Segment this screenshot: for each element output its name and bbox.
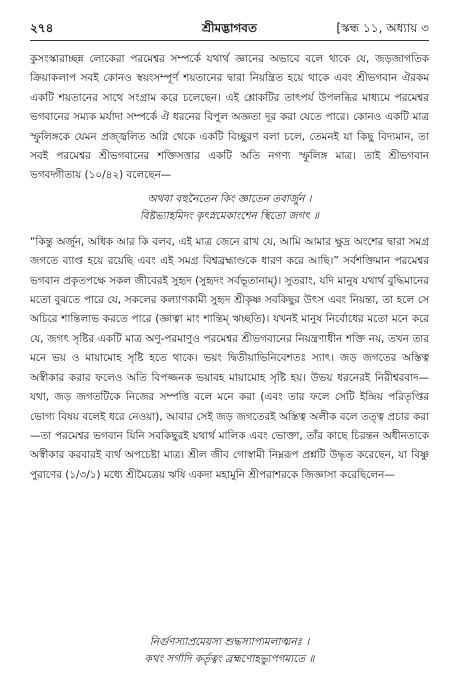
verse-line: নির্গুণস্যাপ্রমেয়স্য শুদ্ধস্যাপ্যমলাত্মনঃ । <box>149 636 310 648</box>
page-header <box>30 20 429 40</box>
verse-line: অথবা বহুনৈতেন কিং জ্ঞাতেন তবার্জুন । <box>147 192 312 205</box>
verse-line: কথং সর্গাদি কর্তৃত্বং ব্রহ্মণোহভ্যুপগম্যতে ॥ <box>144 653 315 665</box>
page-number: ২৭৪ <box>30 21 54 35</box>
closing-verse <box>30 634 429 668</box>
purport-paragraph-2: “কিন্তু অর্জুন, অধিক আর কি বলব, এই মাত্র জেনে রাখ যে, আমি আমার ক্ষুদ্র অংশের দ্বারা সমগ্র জগতে ব্যাপ্ত হয়ে রয়েছি এবং এই সমগ্র বিশ্বব্রহ্মাণ্ডকে ধারণ করে আছি।” সর্বশক্তিমান পরমেশ্বর ভগবান প্রকৃতপক্ষে সকল জীবেরই সুহৃদ (সুহৃদং সর্বভূতানাম্)। সুতরাং, যদি মানুষ যথার্থ বুদ্ধিমানের মতো বুঝতে পারে যে, সকলের কল্যাণকামী সুহৃদ শ্রীকৃষ্ণ সবকিছুর উৎস এবং নিয়ন্তা, তা হলে সে অচিরে শান্তিলাভ করতে পারে (জ্ঞাত্বা মাং শান্তিম্ ঋচ্ছতি)। যখনই মানুষ নির্বোধের মতো মনে করে যে, জগৎ সৃষ্টির একটি মাত্র অণু-পরমাণুও পরমেশ্বর শ্রীভগবানের নিয়ন্ত্রণাধীন শক্তি নয়, তখন তার মনে ভয় ও মায়ামোহ সৃষ্টি হতে থাকে। ভয়ং দ্বিতীয়াভিনিবেশতঃ স্যাৎ। জড় জগতের অস্তিত্ব অস্বীকার করার ফলেও অতি বিপজ্জনক ভয়াবহ মায়ামোহ সৃষ্টি হয়। উভয় ধরনেরই নিরীশ্বরবাদ—যথা, জড় জগতটিকে নিজের সম্পত্তি বলে মনে করা (এবং তার ফলে সেটি ইন্দ্রিয় পরিতৃপ্তির ভোগ্য বিষয় বলেই ধরে নেওয়া), আবার সেই জড় জগতেরই অস্তিত্ব অলীক বলে তত্ত্ব প্রচার করা—তা পরমেশ্বর ভগবান যিনি সবকিছুরই যথার্থ মালিক এবং ভোক্তা, তাঁর কাছে চিরন্তন অধীনতাকে অস্বীকার করবারই ব্যর্থ অপচেষ্টা মাত্র। শ্রীল জীব গোস্বামী নিম্নরূপ প্রশ্নটি উদ্ধৃত করেছেন, যা বিষ্ণু পুরাণের (১/৩/১) মধ্যে শ্রীমৈত্রেয় ঋষি একদা মহামুনি শ্রীপরাশরকে জিজ্ঞাসা করেছিলেন— <box>30 235 429 481</box>
verse-line: বিষ্টভ্যাহমিদং কৃৎস্নমেকাংশেন স্থিতো জগৎ ॥ <box>139 209 320 222</box>
header-divider <box>30 40 429 41</box>
purport-paragraph-1: কুসংস্কারাচ্ছন্ন লোকেরা পরমেশ্বর সম্পর্কে যথার্থ জ্ঞানের অভাবে বলে থাকে যে, জড়জাগতিক ক্রিয়াকলাপ সবই কোনও স্বয়ংসম্পূর্ণ শয়তানের দ্বারা নিয়ন্ত্রিত হয়ে থাকে এবং শ্রীভগবান ঐরকম একটি শয়তানের সাথে সংগ্রাম করে চলেছেন। এই শ্লোকটির তাৎপর্য উপলব্ধির মাধ্যমে পরমেশ্বর ভগবানের সম্যক মর্যাদা সম্পর্কে ঐ ধরনের বিপুল অজ্ঞতা দূর করা যেতে পারে। কোনও একটি মাত্র স্ফুলিঙ্গকে যেমন প্রজ্জ্বলিত অগ্নি থেকে একটি বিচ্ছুরণ বলা চলে, তেমনই যা কিছু বিদ্যমান, তা সবই পরমেশ্বর শ্রীভগবানের শক্তিসত্তার একটি অতি নগণ্য স্ফুলিঙ্গ মাত্র। তাই শ্রীভগবান ভগবদ্গীতায় (১০/৪২) বলেছেন— <box>30 53 429 182</box>
page-body <box>30 50 429 485</box>
section-reference: [স্কন্ধ ১১, অধ্যায় ৩ <box>336 21 429 35</box>
book-title: শ্রীমদ্ভাগবত <box>201 21 257 35</box>
